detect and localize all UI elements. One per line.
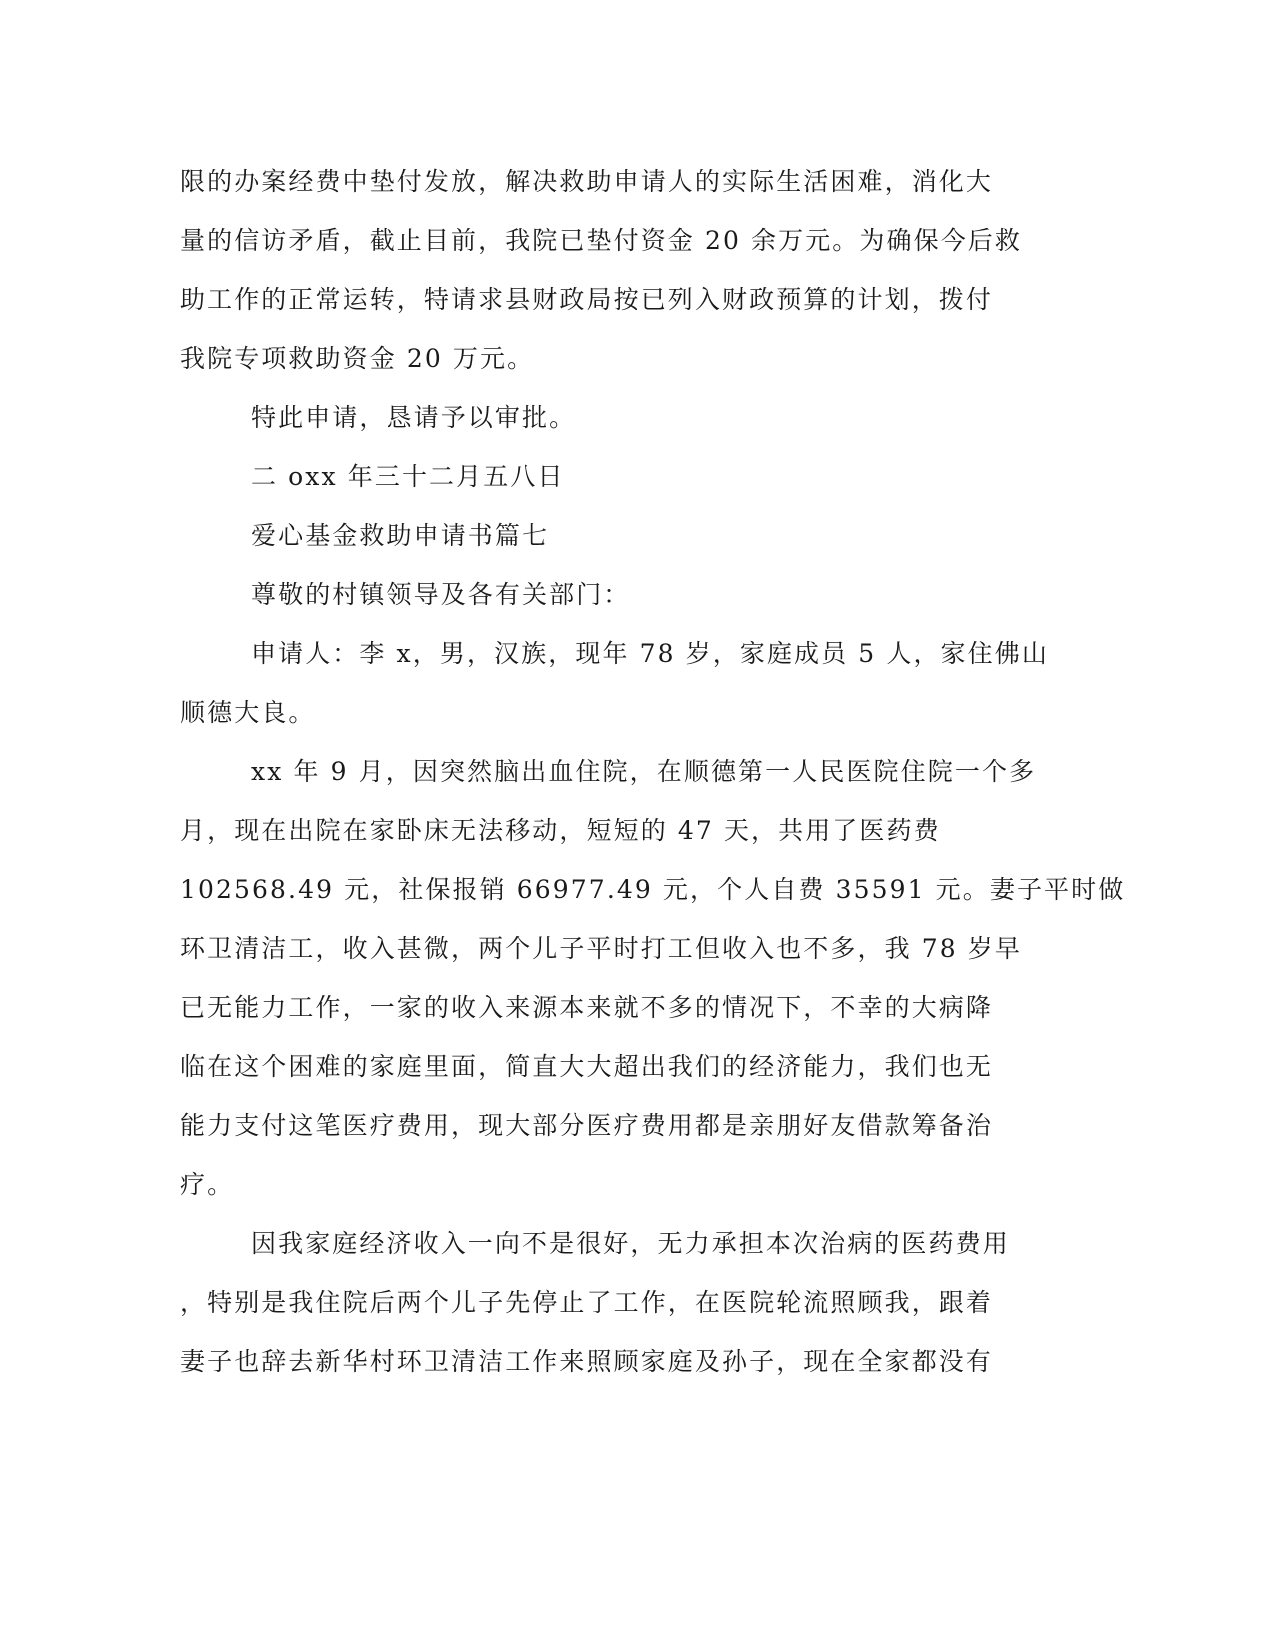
salutation: 尊敬的村镇领导及各有关部门：	[251, 580, 631, 609]
text-line: 已无能力工作，一家的收入来源本来就不多的情况下，不幸的大病降	[180, 993, 994, 1022]
text-line: ，特别是我住院后两个儿子先停止了工作，在医院轮流照顾我，跟着	[180, 1288, 994, 1317]
text-line: 我院专项救助资金 20 万元。	[180, 344, 535, 373]
text-line: 因我家庭经济收入一向不是很好，无力承担本次治病的医药费用	[251, 1229, 1010, 1258]
text-line: 月，现在出院在家卧床无法移动，短短的 47 天，共用了医药费	[180, 816, 941, 845]
text-line: 疗。	[180, 1170, 235, 1199]
text-line: 临在这个困难的家庭里面，简直大大超出我们的经济能力，我们也无	[180, 1052, 994, 1081]
closing-request: 特此申请，恳请予以审批。	[251, 403, 577, 432]
text-line: 能力支付这笔医疗费用，现大部分医疗费用都是亲朋好友借款筹备治	[180, 1111, 994, 1140]
text-line: 102568.49 元，社保报销 66977.49 元，个人自费 35591 元。妻子平时做	[180, 875, 1126, 904]
text-line: 助工作的正常运转，特请求县财政局按已列入财政预算的计划，拨付	[180, 285, 994, 314]
document-body	[180, 152, 1126, 1391]
date-line: 二 oxx 年三十二月五八日	[251, 462, 565, 491]
section-title: 爱心基金救助申请书篇七	[251, 521, 550, 550]
text-line: 限的办案经费中垫付发放，解决救助申请人的实际生活困难，消化大	[180, 167, 994, 196]
text-line: 妻子也辞去新华村环卫清洁工作来照顾家庭及孙子，现在全家都没有	[180, 1347, 994, 1376]
text-line: 量的信访矛盾，截止目前，我院已垫付资金 20 余万元。为确保今后救	[180, 226, 1023, 255]
text-line: 申请人：李 x，男，汉族，现年 78 岁，家庭成员 5 人，家住佛山	[251, 639, 1049, 668]
text-line: 顺德大良。	[180, 698, 316, 727]
text-line: 环卫清洁工，收入甚微，两个儿子平时打工但收入也不多，我 78 岁早	[180, 934, 1023, 963]
text-line: xx 年 9 月，因突然脑出血住院，在顺德第一人民医院住院一个多	[251, 757, 1037, 786]
